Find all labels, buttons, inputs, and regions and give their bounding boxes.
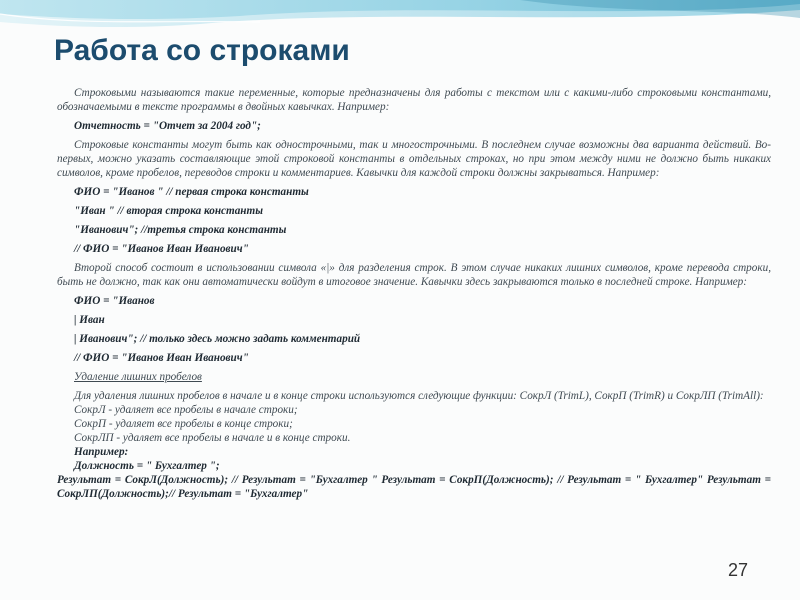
paragraph-trim: Для удаления лишних пробелов в начале и в конце строки используются следующие функции: СокрЛ (TrimL), СокрП (TrimR) и СокрЛП (TrimAll):: [74, 390, 764, 402]
example-line: ФИО = "Иванов: [74, 295, 155, 307]
example-line: Отчетность = "Отчет за 2004 год";: [74, 120, 261, 132]
function-item: СокрЛ - удаляет все пробелы в начале строки;: [74, 404, 298, 416]
example-line: ФИО = "Иванов " // первая строка константы: [74, 186, 309, 198]
section-heading: Удаление лишних пробелов: [74, 371, 202, 383]
example-label: Например:: [74, 446, 129, 458]
function-item: СокрЛП - удаляет все пробелы в начале и в конце строки.: [74, 432, 351, 444]
example-line: | Иван: [74, 314, 105, 326]
example-line: // ФИО = "Иванов Иван Иванович": [74, 352, 249, 364]
example-line: Должность = " Бухгалтер ";: [74, 460, 220, 472]
example-line: "Иван " // вторая строка константы: [74, 205, 263, 217]
slide-title: Работа со строками: [54, 34, 350, 67]
example-line: Результат = СокрЛ(Должность); // Результат = "Бухгалтер " Результат = СокрП(Должность); // Результат = " Бухгалтер" Результат = СокрЛП(Должность);// Результат = "Бухгалтер": [57, 474, 771, 500]
function-item: СокрП - удаляет все пробелы в конце строки;: [74, 418, 293, 430]
example-line: | Иванович"; // только здесь можно задать комментарий: [74, 333, 361, 345]
paragraph-multiline: Строковые константы могут быть как однострочными, так и многострочными. В последнем случае возможны два варианта действий. Во-первых, можно указать составляющие этой строковой константы в отдельных строках, но при этом между ними не должно быть никаких символов, кроме пробелов, переводов строки и комментариев. Кавычки для каждой строки должны закрываться. Например:: [57, 139, 771, 179]
example-line: // ФИО = "Иванов Иван Иванович": [74, 243, 249, 255]
page-number: 27: [727, 560, 748, 580]
paragraph-pipe: Второй способ состоит в использовании символа «|» для разделения строк. В этом случае никаких лишних символов, кроме перевода строки, быть не должно, так как они автоматически войдут в итоговое значение. Кавычки здесь закрываются только в последней строке. Например:: [57, 262, 771, 288]
example-line: "Иванович"; //третья строка константы: [74, 224, 287, 236]
slide-content: [57, 86, 771, 501]
paragraph-intro: Строковыми называются такие переменные, которые предназначены для работы с текстом или с какими-либо строковыми константами, обозначаемыми в тексте программы в двойных кавычках. Например:: [57, 87, 771, 113]
